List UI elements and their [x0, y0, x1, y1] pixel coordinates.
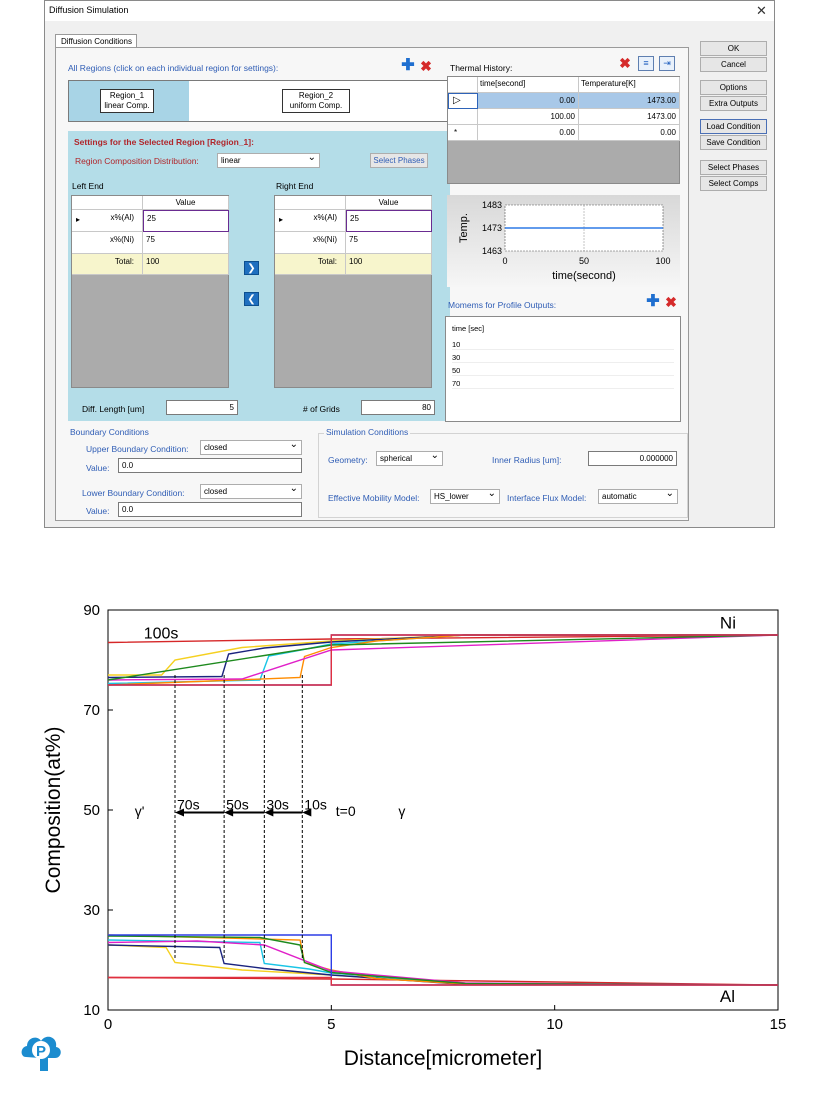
flux-select[interactable] [598, 489, 678, 504]
thermal-temp-header: Temperature[K] [579, 77, 680, 93]
upper-boundary-value: closed [204, 443, 228, 452]
copy-to-left-button[interactable]: ❮ [244, 292, 259, 306]
row-selector-icon[interactable]: ▷ [448, 93, 478, 109]
thermal-time-cell[interactable]: 100.00 [478, 109, 579, 125]
upper-value-input[interactable]: 0.0 [118, 458, 302, 473]
series-line-al [108, 945, 778, 985]
delete-thermal-icon[interactable]: ✖ [619, 55, 631, 71]
title-bar [45, 1, 774, 21]
settings-panel [68, 131, 450, 421]
chart-layer [83, 602, 786, 1033]
left-total-value: 100 [143, 254, 229, 275]
simulation-group [318, 433, 688, 518]
value-header: Value [143, 196, 229, 210]
row-marker-icon: ▸ [76, 215, 81, 224]
comp-dist-value: linear [221, 156, 241, 165]
gamma-label: γ [398, 803, 406, 819]
comp-dist-select[interactable] [217, 153, 320, 168]
load-condition-button[interactable]: Load Condition [700, 119, 767, 134]
simulation-title: Simulation Conditions [326, 427, 409, 437]
mini-ylabel: Temp. [458, 213, 470, 243]
lower-value-input[interactable]: 0.0 [118, 502, 302, 517]
mini-xtick: 50 [578, 256, 590, 266]
left-al-value[interactable]: 25 [143, 210, 229, 232]
flux-value: automatic [602, 492, 637, 501]
import-thermal-icon[interactable]: ≡ [638, 56, 654, 71]
lower-boundary-select[interactable] [200, 484, 302, 499]
row-marker-icon: ▸ [279, 215, 284, 224]
add-region-icon[interactable]: ✚ [401, 57, 415, 74]
y-axis-label: Composition(at%) [42, 726, 65, 894]
left-row-al[interactable] [72, 210, 143, 232]
settings-title: Settings for the Selected Region [Region_1]: [74, 137, 254, 147]
right-total-name: Total: [275, 254, 346, 275]
left-ni-name: x%(Ni) [72, 232, 143, 254]
region-2-type: uniform Comp. [289, 101, 343, 110]
region-2-label[interactable] [282, 89, 350, 113]
close-icon[interactable]: ✕ [756, 3, 767, 18]
flux-label: Interface Flux Model: [507, 493, 587, 503]
extra-outputs-button[interactable]: Extra Outputs [700, 96, 767, 111]
thermal-mini-chart [447, 195, 680, 287]
ni-label: Ni [719, 613, 736, 633]
add-moment-icon[interactable]: ✚ [646, 293, 660, 310]
save-condition-button[interactable]: Save Condition [700, 135, 767, 150]
region-1-type: linear Comp. [104, 101, 150, 110]
list-item[interactable]: 50 [452, 366, 674, 376]
y-tick-label: 30 [83, 902, 100, 919]
row-selector[interactable] [448, 109, 478, 125]
thermal-time-cell[interactable]: 0.00 [478, 125, 579, 141]
geometry-select[interactable] [376, 451, 443, 466]
series-line-al [108, 945, 778, 985]
tab-panel [55, 47, 689, 521]
right-end-label: Right End [276, 181, 314, 191]
list-item[interactable]: 30 [452, 353, 674, 363]
dialog-window [44, 0, 775, 528]
right-ni-name: x%(Ni) [275, 232, 346, 254]
right-total-value: 100 [346, 254, 432, 275]
lower-boundary-label: Lower Boundary Condition: [82, 488, 185, 498]
window-title: Diffusion Simulation [49, 5, 129, 15]
cancel-button[interactable]: Cancel [700, 57, 767, 72]
thermal-temp-cell[interactable]: 0.00 [579, 125, 680, 141]
svg-text:P: P [35, 1043, 47, 1060]
delete-region-icon[interactable]: ✖ [420, 58, 432, 74]
mobility-value: HS_lower [434, 492, 469, 501]
left-end-grid [71, 195, 229, 388]
series-line-ni [108, 635, 778, 680]
mini-ytick: 1463 [481, 246, 502, 256]
left-ni-value[interactable]: 75 [143, 232, 229, 254]
tab-diffusion-conditions[interactable]: Diffusion Conditions [55, 34, 137, 48]
grids-input[interactable]: 80 [361, 400, 435, 415]
time-label: 100s [143, 625, 179, 643]
lower-value-label: Value: [86, 506, 110, 516]
y-tick-label: 10 [83, 1002, 100, 1019]
select-phases-button[interactable]: Select Phases [700, 160, 767, 175]
right-row-al[interactable] [275, 210, 346, 232]
x-tick-label: 0 [103, 1016, 113, 1033]
mini-xtick: 0 [502, 256, 508, 266]
upper-boundary-label: Upper Boundary Condition: [86, 444, 189, 454]
t0-label: t=0 [335, 803, 356, 819]
regions-header: All Regions (click on each individual region for settings): [68, 63, 279, 73]
interface-time-label: 70s [177, 796, 200, 813]
grid-corner [448, 77, 478, 93]
y-tick-label: 90 [83, 602, 100, 619]
thermal-temp-cell[interactable]: 1473.00 [579, 109, 680, 125]
series-line-ni [108, 635, 778, 680]
grid-corner [72, 196, 143, 210]
grids-label: # of Grids [303, 404, 340, 414]
mini-ytick: 1473 [481, 223, 502, 233]
select-comps-button[interactable]: Select Comps [700, 176, 767, 191]
thermal-time-header: time[second] [478, 77, 579, 93]
regions-strip [68, 80, 450, 122]
diff-length-input[interactable]: 5 [166, 400, 238, 415]
geometry-label: Geometry: [328, 455, 368, 465]
right-al-name: x%(Al) [313, 213, 337, 222]
grid-corner [275, 196, 346, 210]
moments-list [445, 316, 681, 422]
list-item[interactable]: 70 [452, 379, 674, 389]
moments-header: time [sec] [452, 324, 485, 333]
delete-moment-icon[interactable]: ✖ [665, 294, 677, 310]
boundary-title: Boundary Conditions [70, 427, 149, 437]
company-logo [18, 1027, 64, 1075]
comp-dist-label: Region Composition Distribution: [75, 156, 199, 166]
thermal-history-label: Thermal History: [450, 63, 513, 73]
x-tick-label: 10 [546, 1016, 564, 1033]
y-tick-label: 50 [83, 802, 100, 819]
copy-to-right-button[interactable]: ❯ [244, 261, 259, 275]
region-1-name: Region_1 [109, 91, 145, 100]
right-al-value[interactable]: 25 [346, 210, 432, 232]
value-header: Value [346, 196, 432, 210]
diff-length-label: Diff. Length [um] [82, 404, 145, 414]
inner-radius-input[interactable]: 0.000000 [588, 451, 677, 466]
new-row-marker[interactable]: * [448, 125, 478, 141]
interface-time-label: 30s [266, 796, 289, 813]
upper-boundary-select[interactable] [200, 440, 302, 455]
upper-value-label: Value: [86, 463, 110, 473]
select-phases-inline-button[interactable]: Select Phases [370, 153, 428, 168]
region-1-panel[interactable] [69, 81, 189, 121]
thermal-temp-cell[interactable]: 1473.00 [579, 93, 680, 109]
thermal-grid [447, 76, 680, 184]
right-end-grid [274, 195, 432, 388]
left-total-name: Total: [72, 254, 143, 275]
ok-button[interactable]: OK [700, 41, 767, 56]
mini-ytick: 1483 [481, 200, 502, 210]
lower-boundary-value: closed [204, 487, 228, 496]
plot-frame [108, 610, 778, 1010]
options-button[interactable]: Options [700, 80, 767, 95]
mobility-select[interactable] [430, 489, 500, 504]
y-tick-label: 70 [83, 702, 100, 719]
moments-label: Momems for Profile Outputs: [448, 300, 557, 310]
gamma-prime-label: γ' [134, 803, 145, 819]
x-axis-label: Distance[micrometer] [343, 1047, 543, 1070]
region-2-name: Region_2 [298, 91, 334, 100]
thermal-mini-chart-svg [447, 195, 680, 287]
mobility-label: Effective Mobility Model: [328, 493, 420, 503]
left-al-name: x%(Al) [110, 213, 134, 222]
export-thermal-icon[interactable]: ⇥ [659, 56, 675, 71]
interface-time-label: 10s [304, 796, 327, 813]
left-end-label: Left End [72, 181, 104, 191]
x-tick-label: 15 [769, 1016, 787, 1033]
inner-radius-label: Inner Radius [um]: [492, 455, 562, 465]
composition-chart [0, 590, 816, 1102]
thermal-time-cell[interactable]: 0.00 [478, 93, 579, 109]
al-label: Al [719, 987, 736, 1006]
right-ni-value[interactable]: 75 [346, 232, 432, 254]
interface-time-label: 50s [226, 796, 249, 813]
x-tick-label: 5 [327, 1016, 336, 1033]
mini-xlabel: time(second) [552, 270, 616, 282]
list-item[interactable]: 10 [452, 340, 674, 350]
region-1-label[interactable] [100, 89, 154, 113]
geometry-value: spherical [380, 454, 413, 463]
mini-xtick: 100 [655, 256, 671, 266]
